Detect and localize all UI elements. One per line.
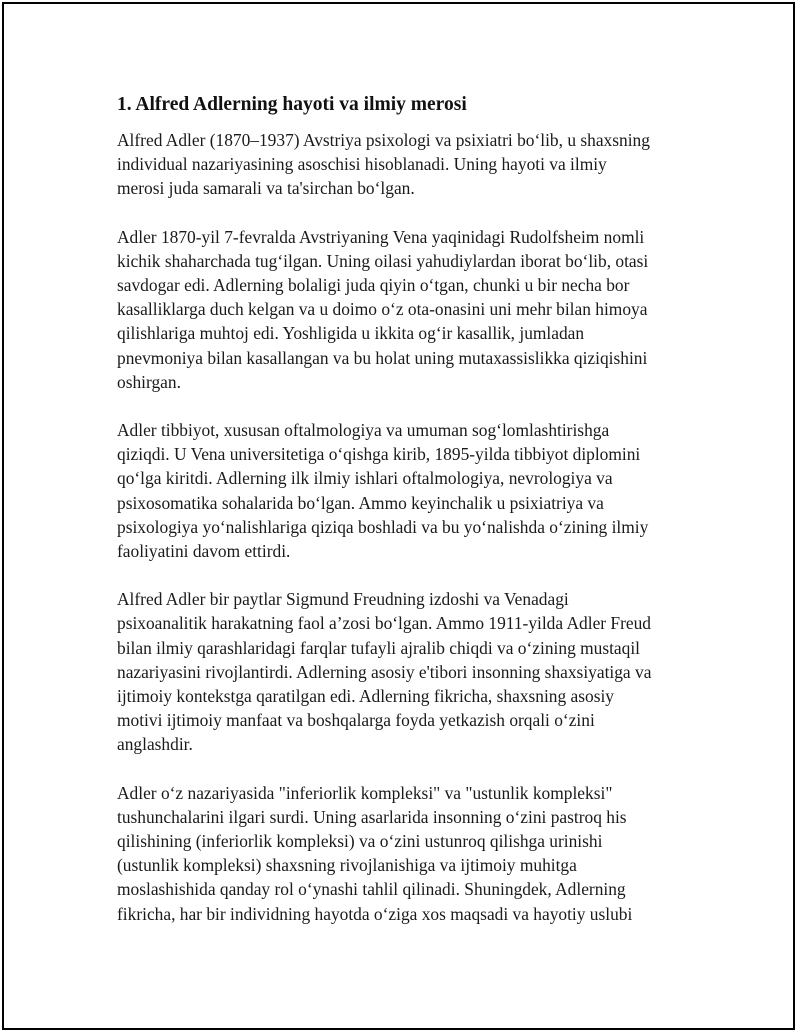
paragraph-freud: Alfred Adler bir paytlar Sigmund Freudning izdoshi va Venadagi psixoanalitik harakatning faol a’zosi bo‘lgan. Ammo 1911-yilda Adler Freud bilan ilmiy qarashlaridagi farqlar tufayli ajralib chiqdi va o‘zining mustaqil nazariyasini rivojlantirdi. Adlerning asosiy e'tibori insonning shaxsiyatiga va ijtimoiy kontekstga qaratilgan edi. Adlerning fikricha, shaxsning asosiy motivi ijtimoiy manfaat va boshqalarga foyda yetkazish orqali o‘zini anglashdir.: [117, 589, 652, 755]
paragraph-education: Adler tibbiyot, xususan oftalmologiya va umuman sog‘lomlashtirishga qiziqdi. U Vena universitetiga o‘qishga kirib, 1895-yilda tibbiyot diplomini qo‘lga kiritdi. Adlerning ilk ilmiy ishlari oftalmologiya, nevrologiya va psixosomatika sohalarida bo‘lgan. Ammo keyinchalik u psixiatriya va psixologiya yo‘nalishlariga qiziqa boshladi va bu yo‘nalishda o‘zining ilmiy faoliyatini davom ettirdi.: [117, 420, 649, 562]
document-body: [117, 92, 697, 950]
paragraph-intro: Alfred Adler (1870–1937) Avstriya psixologi va psixiatri bo‘lib, u shaxsning individual nazariyasining asoschisi hisoblanadi. Uning hayoti va ilmiy merosi juda samarali va ta'sirchan bo‘lgan.: [117, 130, 650, 199]
section-heading: 1. Alfred Adlerning hayoti va ilmiy merosi: [117, 94, 467, 115]
paragraph-complexes: Adler o‘z nazariyasida "inferiorlik kompleksi" va "ustunlik kompleksi" tushunchalarini ilgari surdi. Uning asarlarida insonning o‘zini pastroq his qilishining (inferiorlik kompleksi) va o‘zini ustunroq qilishga urinishi (ustunlik kompleksi) shaxsning rivojlanishiga va ijtimoiy muhitga moslashishida qanday rol o‘ynashi tahlil qilinadi. Shuningdek, Adlerning fikricha, har bir individning hayotda o‘ziga xos maqsadi va hayotiy uslubi: [117, 782, 633, 924]
paragraph-early-life: Adler 1870-yil 7-fevralda Avstriyaning Vena yaqinidagi Rudolfsheim nomli kichik shaharchada tug‘ilgan. Uning oilasi yahudiylardan iborat bo‘lib, otasi savdogar edi. Adlerning bolaligi juda qiyin o‘tgan, chunki u bir necha bor kasalliklarga duch kelgan va u doimo o‘z ota-onasini uni mehr bilan himoya qilishlariga muhtoj edi. Yoshligida u ikkita og‘ir kasallik, jumladan pnevmoniya bilan kasallangan va bu holat uning mutaxassislikka qiziqishini oshirgan.: [117, 226, 649, 392]
